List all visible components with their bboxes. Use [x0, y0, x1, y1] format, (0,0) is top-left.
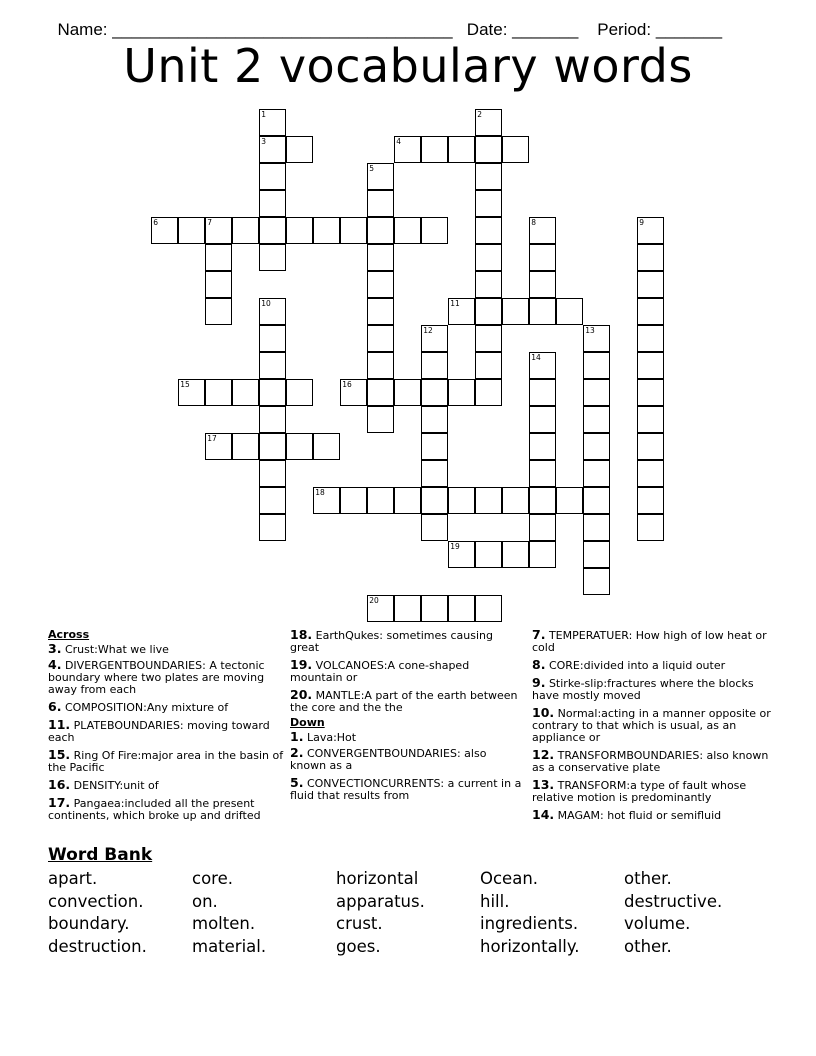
- word-bank-item: material.: [192, 936, 267, 956]
- crossword-cell[interactable]: [475, 271, 502, 298]
- crossword-cell[interactable]: [637, 298, 664, 325]
- clue-number: 9: [639, 218, 645, 228]
- crossword-cell[interactable]: [259, 136, 286, 163]
- clue-across-19: 19. VOLCANOES:A cone-shaped mountain or: [290, 657, 470, 684]
- crossword-cell[interactable]: [151, 217, 178, 244]
- crossword-cell[interactable]: [448, 595, 475, 622]
- crossword-cell[interactable]: [529, 541, 556, 568]
- crossword-cell[interactable]: [502, 298, 529, 325]
- crossword-cell[interactable]: [475, 487, 502, 514]
- crossword-cell[interactable]: [583, 433, 610, 460]
- crossword-cell[interactable]: [475, 325, 502, 352]
- word-bank-item: goes.: [336, 936, 381, 956]
- crossword-cell[interactable]: [232, 379, 259, 406]
- crossword-cell[interactable]: [637, 352, 664, 379]
- crossword-cell[interactable]: [448, 136, 475, 163]
- crossword-cell[interactable]: [178, 217, 205, 244]
- word-bank-title: Word Bank: [48, 845, 153, 865]
- word-bank-item: convection.: [48, 891, 144, 911]
- clue-down-13: 13. TRANSFORM:a type of fault whose relative motion is predominantly: [532, 777, 747, 804]
- clues-column-2: [290, 629, 525, 807]
- crossword-cell[interactable]: [340, 217, 367, 244]
- clue-number: 19: [450, 542, 460, 552]
- crossword-cell[interactable]: [259, 379, 286, 406]
- crossword-cell[interactable]: [637, 271, 664, 298]
- crossword-cell[interactable]: [529, 379, 556, 406]
- crossword-cell[interactable]: [367, 190, 394, 217]
- clue-number: 13: [585, 326, 595, 336]
- crossword-cell[interactable]: [394, 379, 421, 406]
- crossword-cell[interactable]: [394, 595, 421, 622]
- clue-down-9: 9. Stirke-slip:fractures where the blocks have mostly moved: [532, 675, 754, 702]
- crossword-cell[interactable]: [367, 406, 394, 433]
- crossword-cell[interactable]: [421, 406, 448, 433]
- clue-number: 4: [396, 137, 402, 147]
- crossword-cell[interactable]: [367, 487, 394, 514]
- crossword-cell[interactable]: [259, 433, 286, 460]
- crossword-cell[interactable]: [583, 379, 610, 406]
- clue-number: 2: [477, 110, 483, 120]
- down-heading: Down: [290, 716, 325, 729]
- crossword-cell[interactable]: [529, 406, 556, 433]
- clue-down-1: 1. Lava:Hot: [290, 729, 357, 744]
- crossword-cell[interactable]: [340, 487, 367, 514]
- word-bank-item: apparatus.: [336, 891, 425, 911]
- crossword-cell[interactable]: [637, 487, 664, 514]
- crossword-cell[interactable]: [259, 325, 286, 352]
- crossword-cell[interactable]: [421, 136, 448, 163]
- word-bank-item: destruction.: [48, 936, 147, 956]
- crossword-cell[interactable]: [421, 352, 448, 379]
- crossword-cell[interactable]: [340, 379, 367, 406]
- crossword-cell[interactable]: [529, 352, 556, 379]
- crossword-cell[interactable]: [394, 487, 421, 514]
- crossword-cell[interactable]: [259, 298, 286, 325]
- crossword-cell[interactable]: [583, 568, 610, 595]
- word-bank-item: molten.: [192, 914, 256, 933]
- crossword-cell[interactable]: [367, 595, 394, 622]
- clue-down-8: 8. CORE:divided into a liquid outer: [532, 657, 726, 672]
- crossword-cell[interactable]: [637, 433, 664, 460]
- clue-down-14: 14. MAGAM: hot fluid or semifluid: [532, 807, 722, 822]
- crossword-cell[interactable]: [421, 433, 448, 460]
- crossword-cell[interactable]: [421, 487, 448, 514]
- clue-number: 15: [180, 380, 190, 390]
- crossword-cell[interactable]: [529, 460, 556, 487]
- crossword-cell[interactable]: [367, 298, 394, 325]
- crossword-cell[interactable]: [637, 244, 664, 271]
- crossword-cell[interactable]: [637, 514, 664, 541]
- crossword-cell[interactable]: [178, 379, 205, 406]
- clue-down-5: 5. CONVECTIONCURRENTS: a current in a fluid that results from: [290, 775, 522, 802]
- crossword-cell[interactable]: [421, 595, 448, 622]
- crossword-cell[interactable]: [259, 460, 286, 487]
- crossword-cell[interactable]: [421, 514, 448, 541]
- crossword-cell[interactable]: [259, 163, 286, 190]
- crossword-cell[interactable]: [583, 487, 610, 514]
- clue-across-6: 6. COMPOSITION:Any mixture of: [48, 699, 229, 714]
- clue-across-17: 17. Pangaea:included all the present continents, which broke up and drifted: [48, 795, 261, 822]
- word-bank-item: horizontal: [336, 869, 419, 888]
- clues-column-1: [48, 629, 288, 827]
- crossword-cell[interactable]: [421, 325, 448, 352]
- word-bank-item: hill.: [480, 891, 510, 911]
- word-bank-item: Ocean.: [480, 869, 539, 888]
- page-title: Unit 2 vocabulary words: [123, 39, 693, 93]
- crossword-cell[interactable]: [475, 163, 502, 190]
- crossword-cell[interactable]: [475, 244, 502, 271]
- clue-number: 3: [261, 137, 267, 147]
- crossword-cell[interactable]: [367, 352, 394, 379]
- word-bank-column-1: [48, 868, 147, 958]
- crossword-cell[interactable]: [529, 487, 556, 514]
- crossword-cell[interactable]: [502, 541, 529, 568]
- word-bank-item: on.: [192, 891, 218, 911]
- clue-across-20: 20. MANTLE:A part of the earth between the core and the the: [290, 687, 518, 714]
- crossword-cell[interactable]: [205, 433, 232, 460]
- clue-number: 16: [342, 380, 352, 390]
- crossword-cell[interactable]: [556, 487, 583, 514]
- word-bank-item: horizontally.: [480, 936, 580, 956]
- crossword-cell[interactable]: [637, 325, 664, 352]
- crossword-cell[interactable]: [313, 487, 340, 514]
- clue-across-3: 3. Crust:What we live: [48, 641, 169, 656]
- crossword-cell[interactable]: [529, 271, 556, 298]
- clue-number: 5: [369, 164, 375, 174]
- crossword-cell[interactable]: [367, 325, 394, 352]
- crossword-cell[interactable]: [583, 325, 610, 352]
- clue-number: 18: [315, 488, 325, 498]
- word-bank-column-4: [480, 868, 580, 958]
- crossword-cell[interactable]: [637, 217, 664, 244]
- crossword-cell[interactable]: [259, 406, 286, 433]
- crossword-cell[interactable]: [583, 460, 610, 487]
- crossword-cell[interactable]: [637, 379, 664, 406]
- clue-down-12: 12. TRANSFORMBOUNDARIES: also known as a conservative plate: [532, 747, 769, 774]
- across-heading: Across: [48, 628, 90, 641]
- crossword-cell[interactable]: [367, 217, 394, 244]
- period-field[interactable]: Period: _______: [597, 20, 723, 39]
- crossword-cell[interactable]: [259, 244, 286, 271]
- date-field[interactable]: Date: _______: [466, 20, 579, 39]
- crossword-cell[interactable]: [259, 487, 286, 514]
- name-field[interactable]: Name: ____________________________________: [57, 20, 453, 39]
- crossword-cell[interactable]: [475, 352, 502, 379]
- crossword-cell[interactable]: [583, 514, 610, 541]
- clue-number: 1: [261, 110, 267, 120]
- crossword-cell[interactable]: [367, 244, 394, 271]
- word-bank-column-2: [192, 868, 266, 958]
- clue-across-11: 11. PLATEBOUNDARIES: moving toward each: [48, 717, 270, 744]
- word-bank-item: crust.: [336, 914, 383, 933]
- crossword-cell[interactable]: [529, 514, 556, 541]
- clue-number: 8: [531, 218, 537, 228]
- crossword-cell[interactable]: [205, 379, 232, 406]
- clue-number: 14: [531, 353, 541, 363]
- crossword-cell[interactable]: [232, 217, 259, 244]
- crossword-cell[interactable]: [529, 244, 556, 271]
- clue-down-10: 10. Normal:acting in a manner opposite or contrary to that which is usual, as an appliance or: [532, 705, 771, 744]
- word-bank-item: boundary.: [48, 914, 130, 933]
- word-bank-item: ingredients.: [480, 914, 579, 933]
- crossword-cell[interactable]: [421, 379, 448, 406]
- clue-across-4: 4. DIVERGENTBOUNDARIES: A tectonic boundary where two plates are moving away from each: [48, 657, 265, 696]
- clue-number: 7: [207, 218, 213, 228]
- crossword-cell[interactable]: [205, 217, 232, 244]
- crossword-cell[interactable]: [502, 136, 529, 163]
- clue-across-18: 18. EarthQukes: sometimes causing great: [290, 627, 493, 654]
- crossword-cell[interactable]: [448, 541, 475, 568]
- word-bank-item: other.: [624, 936, 672, 956]
- crossword-cell[interactable]: [394, 217, 421, 244]
- crossword-cell[interactable]: [475, 298, 502, 325]
- crossword-cell[interactable]: [367, 271, 394, 298]
- crossword-cell[interactable]: [367, 163, 394, 190]
- crossword-cell[interactable]: [421, 460, 448, 487]
- clues-column-3: [532, 629, 772, 827]
- crossword-cell[interactable]: [583, 406, 610, 433]
- crossword-cell[interactable]: [475, 595, 502, 622]
- crossword-cell[interactable]: [583, 541, 610, 568]
- crossword-cell[interactable]: [286, 379, 313, 406]
- word-bank-item: volume.: [624, 914, 691, 933]
- clue-down-7: 7. TEMPERATUER: How high of low heat or cold: [532, 627, 767, 654]
- clue-across-15: 15. Ring Of Fire:major area in the basin of the Pacific: [48, 747, 284, 774]
- crossword-cell[interactable]: [475, 136, 502, 163]
- crossword-cell[interactable]: [583, 352, 610, 379]
- crossword-cell[interactable]: [259, 352, 286, 379]
- crossword-cell[interactable]: [556, 298, 583, 325]
- word-bank-item: other.: [624, 869, 672, 888]
- word-bank-item: core.: [192, 869, 233, 888]
- clue-number: 20: [369, 596, 379, 606]
- clue-number: 11: [450, 299, 460, 309]
- word-bank-column-5: [624, 868, 722, 958]
- clue-number: 10: [261, 299, 271, 309]
- clue-down-2: 2. CONVERGENTBOUNDARIES: also known as a: [290, 745, 487, 772]
- crossword-cell[interactable]: [286, 136, 313, 163]
- crossword-cell[interactable]: [313, 433, 340, 460]
- crossword-cell[interactable]: [286, 433, 313, 460]
- crossword-cell[interactable]: [637, 460, 664, 487]
- clue-number: 12: [423, 326, 433, 336]
- crossword-cell[interactable]: [421, 217, 448, 244]
- crossword-cell[interactable]: [205, 271, 232, 298]
- crossword-cell[interactable]: [529, 298, 556, 325]
- crossword-cell[interactable]: [286, 217, 313, 244]
- crossword-cell[interactable]: [232, 433, 259, 460]
- crossword-cell[interactable]: [448, 298, 475, 325]
- crossword-cell[interactable]: [502, 487, 529, 514]
- crossword-cell[interactable]: [259, 514, 286, 541]
- crossword-cell[interactable]: [529, 433, 556, 460]
- crossword-cell[interactable]: [475, 190, 502, 217]
- crossword-cell[interactable]: [448, 487, 475, 514]
- crossword-cell[interactable]: [475, 109, 502, 136]
- crossword-cell[interactable]: [394, 136, 421, 163]
- clue-across-16: 16. DENSITY:unit of: [48, 777, 159, 792]
- crossword-cell[interactable]: [367, 379, 394, 406]
- crossword-cell[interactable]: [205, 244, 232, 271]
- crossword-cell[interactable]: [313, 217, 340, 244]
- word-bank-item: apart.: [48, 869, 98, 888]
- crossword-cell[interactable]: [259, 109, 286, 136]
- crossword-cell[interactable]: [259, 217, 286, 244]
- word-bank-column-3: [336, 868, 425, 958]
- crossword-cell[interactable]: [205, 298, 232, 325]
- crossword-cell[interactable]: [475, 541, 502, 568]
- clue-number: 6: [153, 218, 159, 228]
- crossword-cell[interactable]: [259, 190, 286, 217]
- crossword-cell[interactable]: [529, 217, 556, 244]
- crossword-cell[interactable]: [637, 406, 664, 433]
- crossword-cell[interactable]: [475, 379, 502, 406]
- crossword-cell[interactable]: [448, 379, 475, 406]
- crossword-cell[interactable]: [475, 217, 502, 244]
- word-bank-item: destructive.: [624, 891, 723, 911]
- clue-number: 17: [207, 434, 217, 444]
